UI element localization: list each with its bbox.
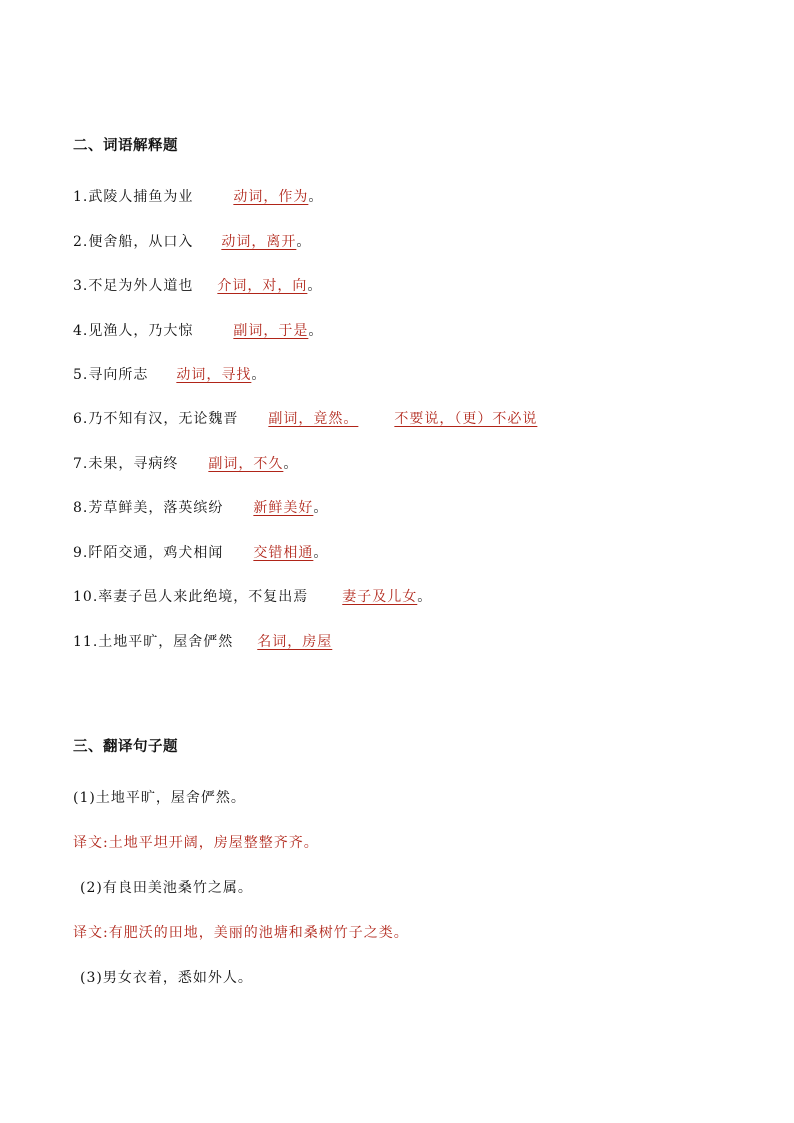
answer-end: 。: [251, 367, 267, 383]
question-text: 4.见渔人，乃大惊: [73, 323, 194, 339]
question-text: 1.武陵人捕鱼为业: [73, 189, 194, 205]
vocab-item-8: [73, 497, 328, 517]
answer-end: 。: [308, 323, 324, 339]
sentence-2: (2)有良田美池桑竹之属。: [80, 880, 253, 896]
vocab-item-7: [73, 453, 298, 473]
question-text: 2.便舍船，从口入: [73, 234, 194, 250]
vocab-item-3: [73, 275, 322, 295]
vocab-item-1: [73, 186, 323, 206]
question-text: 7.未果，寻病终: [73, 456, 179, 472]
question-text: 8.芳草鲜美，落英缤纷: [73, 500, 224, 516]
vocab-item-4: [73, 320, 323, 340]
sentence-3: (3)男女衣着，悉如外人。: [80, 970, 253, 986]
question-text: 9.阡陌交通，鸡犬相闻: [73, 545, 224, 561]
answer-text: 新鲜美好: [253, 500, 314, 516]
question-text: 10.率妻子邑人来此绝境，不复出焉: [73, 589, 309, 605]
answer-text: 妻子及儿女: [342, 589, 418, 605]
section-heading-vocabulary: 二、词语解释题: [73, 138, 178, 154]
question-text: 6.乃不知有汉，无论魏晋: [73, 411, 239, 427]
sentence-1: (1)土地平旷，屋舍俨然。: [73, 790, 246, 806]
answer-end: 。: [313, 500, 329, 516]
answer-text: 动词，离开: [221, 234, 297, 250]
answer-end: 。: [307, 278, 323, 294]
answer-text: 副词，不久: [208, 456, 284, 472]
answer-text: 动词，寻找: [176, 367, 252, 383]
translation-1: 译文:土地平坦开阔，房屋整整齐齐。: [73, 835, 319, 851]
answer-text: 副词，竟然。: [268, 411, 359, 427]
answer-end: 。: [283, 456, 299, 472]
section-heading-translation: 三、翻译句子题: [73, 739, 178, 755]
vocab-item-2: [73, 231, 311, 251]
answer-text: 交错相通: [253, 545, 314, 561]
answer-text: 动词，作为: [233, 189, 309, 205]
vocab-item-9: [73, 542, 328, 562]
answer-end: 。: [296, 234, 312, 250]
vocab-item-10: [73, 586, 432, 606]
answer-end: 。: [313, 545, 329, 561]
answer-text-2: 不要说，（更）不必说: [394, 411, 538, 427]
translation-2: 译文:有肥沃的田地，美丽的池塘和桑树竹子之类。: [73, 925, 409, 941]
answer-text: 副词，于是: [233, 323, 309, 339]
vocab-item-6: [73, 408, 537, 428]
answer-end: 。: [417, 589, 433, 605]
question-text: 3.不足为外人道也: [73, 278, 194, 294]
answer-text: 介词，对，向: [217, 278, 308, 294]
question-text: 11.土地平旷，屋舍俨然: [73, 634, 234, 650]
question-text: 5.寻向所志: [73, 367, 149, 383]
answer-end: 。: [308, 189, 324, 205]
vocab-item-5: [73, 364, 266, 384]
answer-text: 名词，房屋: [257, 634, 333, 650]
vocab-item-11: [73, 631, 332, 651]
